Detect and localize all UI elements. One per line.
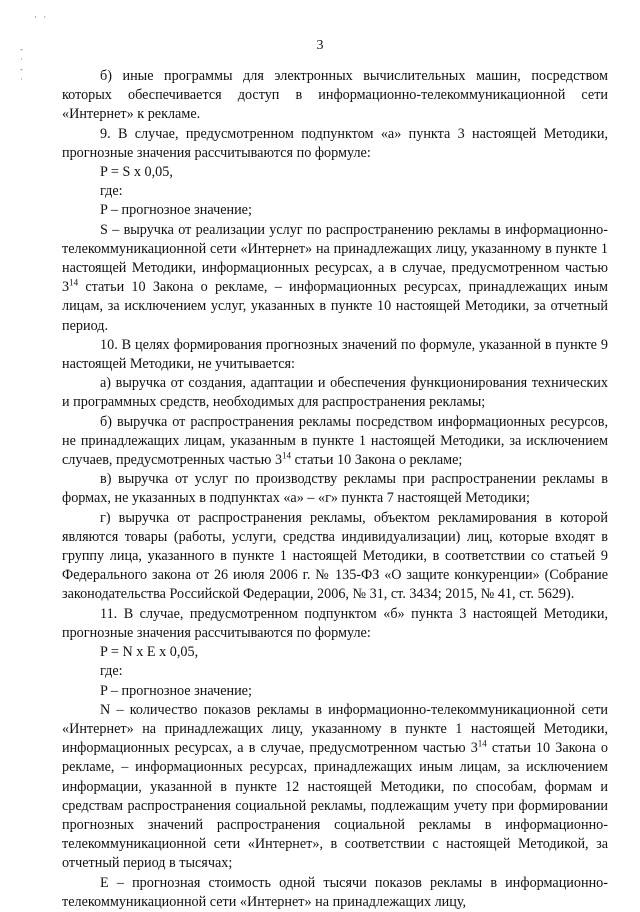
paragraph: E – прогнозная стоимость одной тысячи показов рекламы в информационно-телекоммуникационной сети «Интернет» на принадлежащих лицу, (62, 874, 608, 910)
paragraph: г) выручка от распространения рекламы, объектом рекламирования в которой являются товары (работы, услуги, средства индивидуализации) лиц, которые входят в группу лица, указанного в пункте 1 настоящей Методики, в соответствии со статьей 9 Федерального закона от 26 июля 2006 г. № 135-ФЗ «О защите конкуренции» (Собрание законодательства Российской Федерации, 2006, № 31, ст. 3434; 2015, № 41, ст. 5629). (62, 509, 608, 603)
scan-mark: · · (34, 12, 49, 22)
paragraph: а) выручка от создания, адаптации и обеспечения функционирования технических и программных средств, необходимых для распространения рекламы; (62, 375, 608, 411)
paragraph: P = S x 0,05, (100, 164, 173, 181)
page-number: 3 (316, 38, 324, 53)
scan-mark-side: - · - · (20, 44, 23, 84)
paragraph: 9. В случае, предусмотренном подпунктом «а» пункта 3 настоящей Методики, прогнозные значения рассчитываются по формуле: (62, 125, 608, 161)
paragraph: P – прогнозное значение; (100, 682, 252, 699)
paragraph: S – выручка от реализации услуг по распространению рекламы в информационно-телекоммуникационной сети «Интернет» на принадлежащих лицу, указанному в пункте 1 настоящей Методики, информационных ресурсах, а в случае, предусмотренном частью $3^{14}$ статьи 10 Закона о рекламе, – информационных ресурсах, принадлежащих иным лицам, за исключением услуг, указанных в пункте 10 настоящей Методики, за отчетный период. (62, 221, 608, 334)
paragraph: N – количество показов рекламы в информационно-телекоммуникационной сети «Интернет» на принадлежащих лицу, указанному в пункте 1 настоящей Методики, информационных ресурсах, а в случае, предусмотренном частью $3^{14}$ статьи 10 Закона о рекламе, – информационных ресурсах, принадлежащих иным лицам, за исключением информации, указанной в пункте 12 настоящей Методики, по способам, формам и средствам распространения социальной рекламы, подлежащим учету при формировании прогнозных значений распространения социальной рекламы в информационно-телекоммуникационной сети «Интернет», в соответствии с настоящей Методикой, за отчетный период в тысячах; (62, 701, 608, 872)
paragraph: б) выручка от распространения рекламы посредством информационных ресурсов, не принадлежащих лицам, указанным в пункте 1 настоящей Методики, за исключением случаев, предусмотренных частью $3^{14}$ статьи 10 Закона о рекламе; (62, 413, 608, 469)
paragraph: 10. В целях формирования прогнозных значений по формуле, указанной в пункте 9 настоящей Методики, не учитывается: (62, 336, 608, 373)
paragraph: в) выручка от услуг по производству рекламы при распространении рекламы в формах, не указанных в подпунктах «а» – «г» пункта 7 настоящей Методики; (62, 471, 608, 507)
paragraph: P = N x E x 0,05, (100, 644, 199, 661)
paragraph: где: (100, 663, 123, 680)
paragraph: б) иные программы для электронных вычислительных машин, посредством которых обеспечивается доступ в информационно-телекоммуникационной сети «Интернет» к рекламе. (62, 68, 608, 123)
paragraph: P – прогнозное значение; (100, 202, 252, 219)
paragraph: где: (100, 183, 123, 200)
paragraph: 11. В случае, предусмотренном подпунктом «б» пункта 3 настоящей Методики, прогнозные значения рассчитываются по формуле: (62, 605, 608, 641)
document-body (62, 67, 608, 912)
